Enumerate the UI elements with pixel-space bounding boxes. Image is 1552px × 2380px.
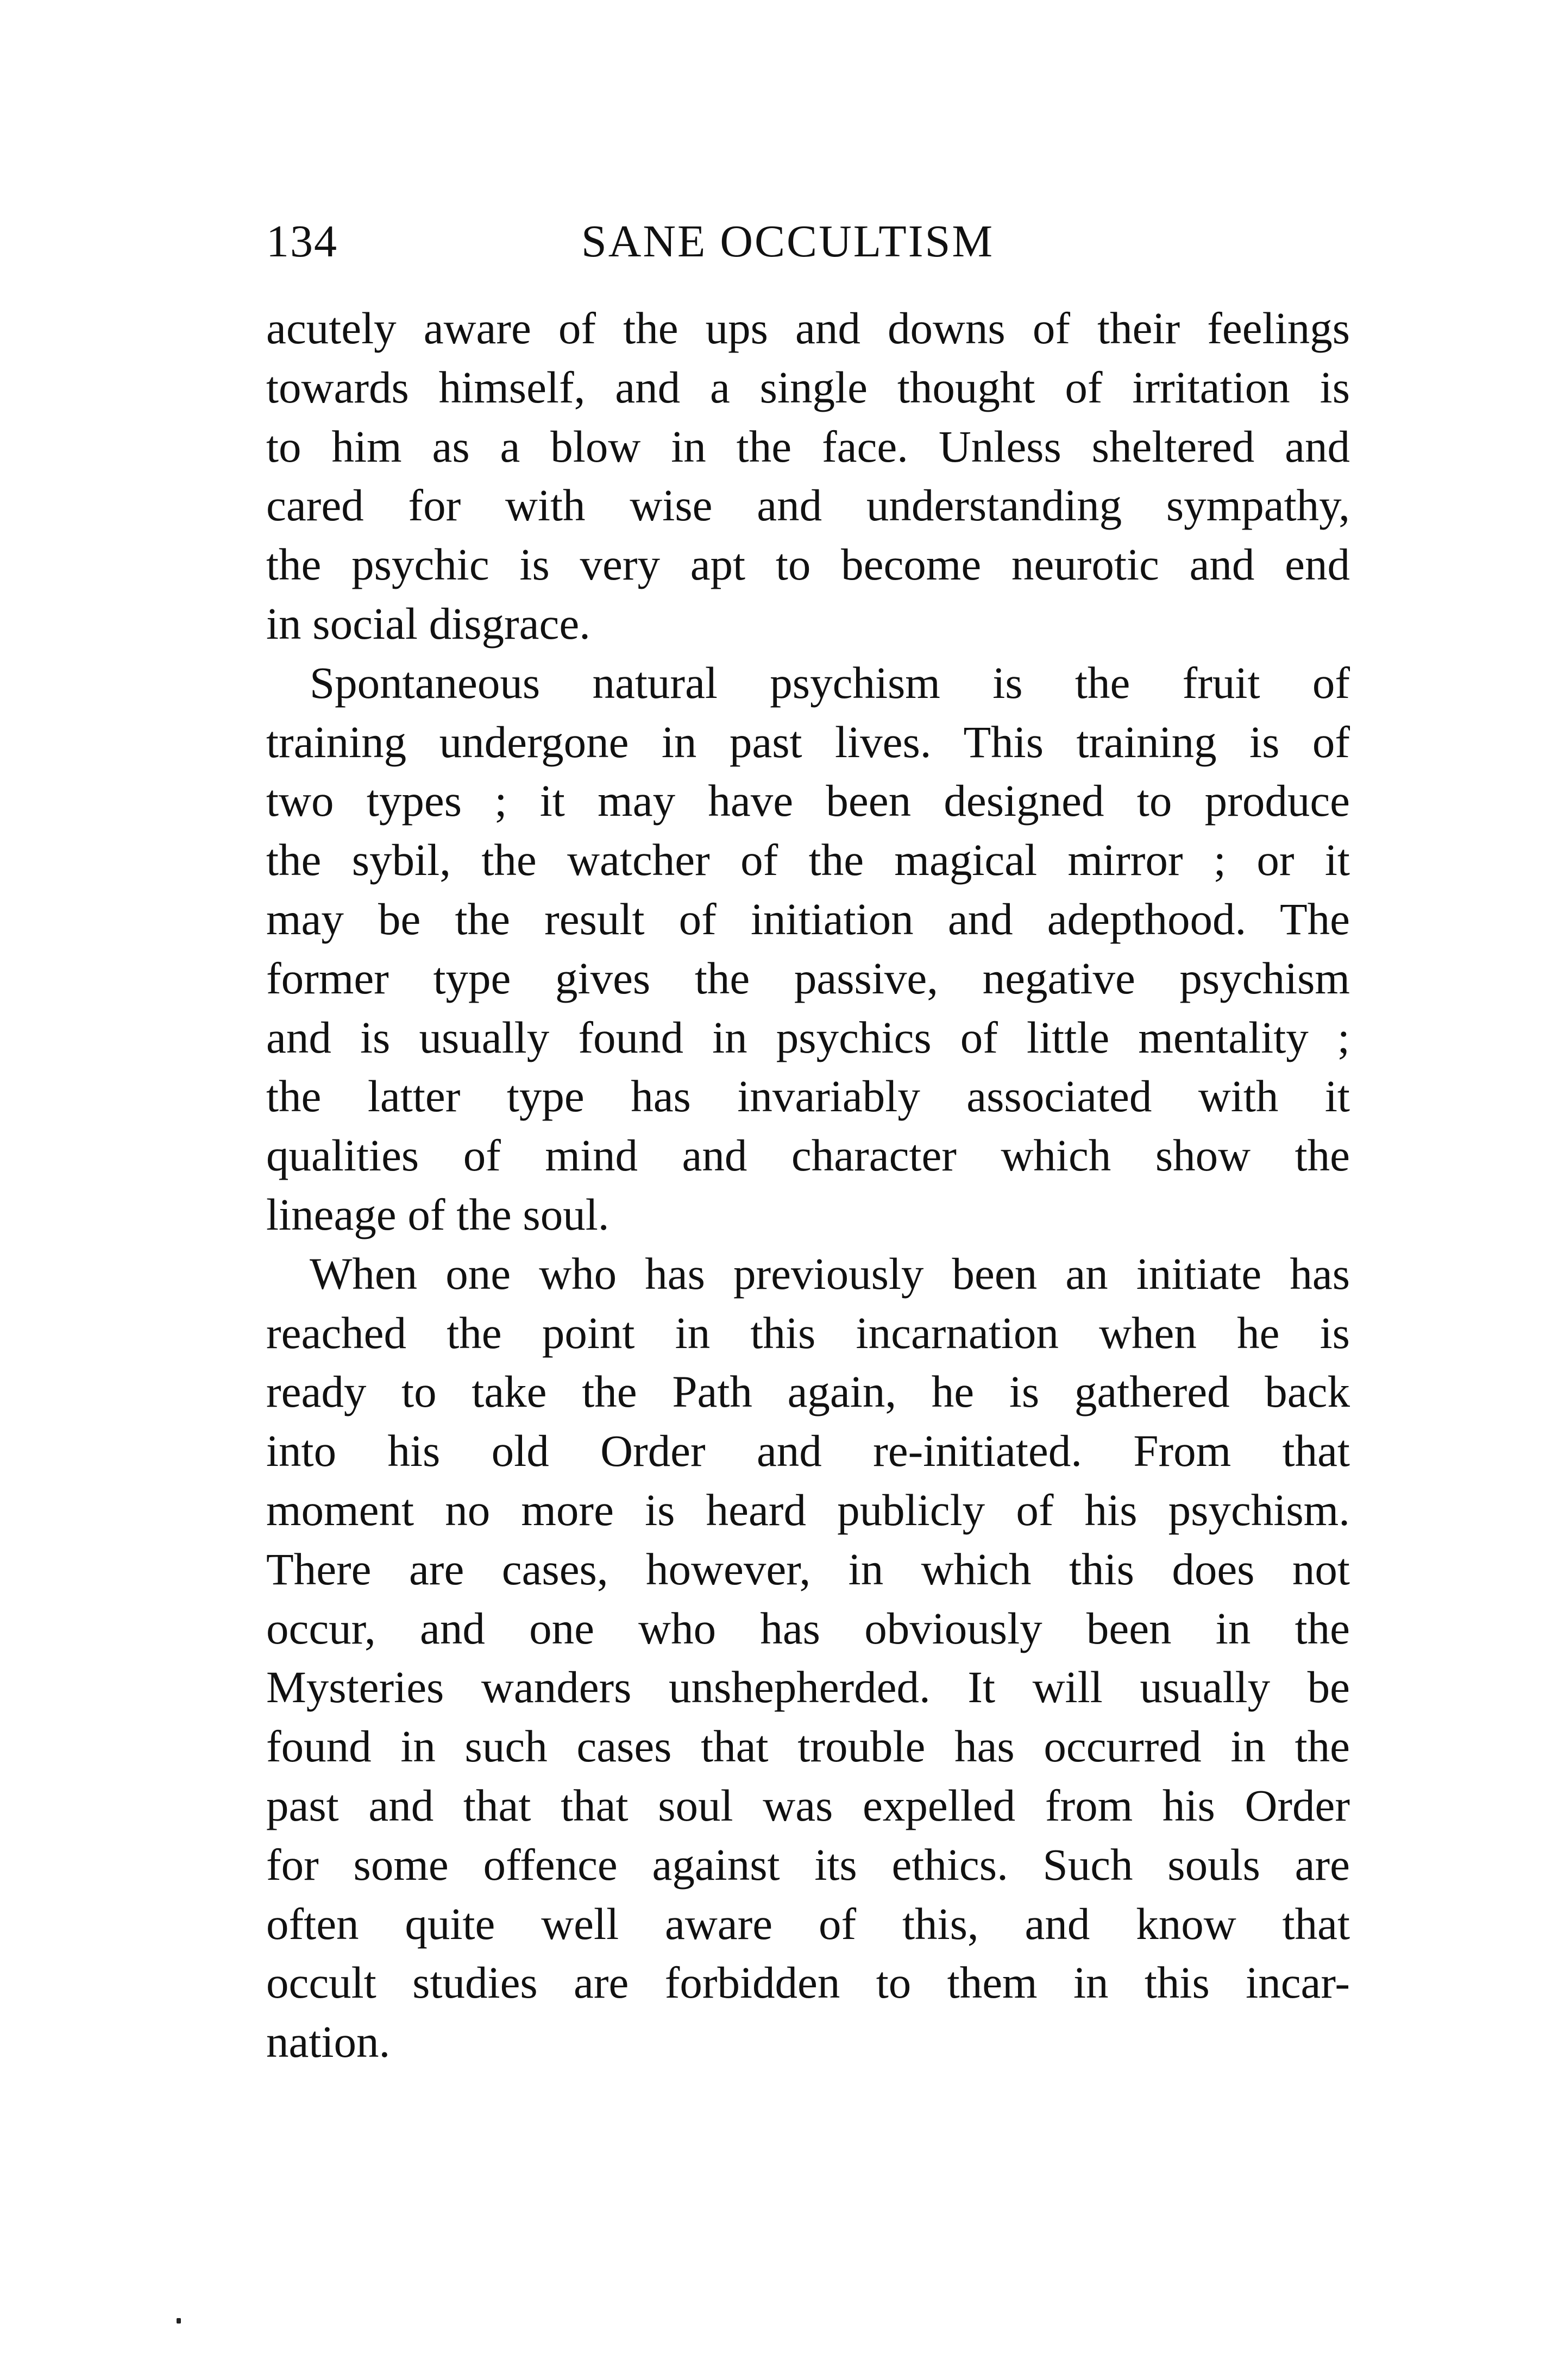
text-line: acutely aware of the ups and downs of their feelings	[266, 303, 1350, 353]
text-line: former type gives the passive, negative psychism	[266, 953, 1350, 1003]
text-line: moment no more is heard publicly of his psychism.	[266, 1484, 1350, 1535]
text-line: When one who has previously been an initiate has	[310, 1248, 1350, 1299]
text-line: in social disgrace.	[266, 598, 590, 648]
text-line: and is usually found in psychics of little mentality ;	[266, 1012, 1350, 1062]
text-line: reached the point in this incarnation when he is	[266, 1307, 1350, 1358]
text-line: the sybil, the watcher of the magical mirror ; or it	[266, 835, 1350, 885]
text-line: towards himself, and a single thought of irritation is	[266, 362, 1350, 412]
text-line: often quite well aware of this, and know that	[266, 1898, 1350, 1949]
body-text	[266, 299, 1350, 2072]
text-line: found in such cases that trouble has occurred in the	[266, 1721, 1350, 1772]
running-title: SANE OCCULTISM	[581, 216, 995, 267]
paragraph-3	[266, 1244, 1350, 2072]
page-number: 134	[266, 216, 338, 267]
running-head	[266, 215, 1350, 274]
text-line: There are cases, however, in which this does not	[266, 1544, 1350, 1594]
text-line: the latter type has invariably associated with it	[266, 1071, 1350, 1122]
text-line: ready to take the Path again, he is gathered back	[266, 1367, 1350, 1417]
text-line: cared for with wise and understanding sympathy,	[266, 480, 1350, 531]
text-line: into his old Order and re-initiated. From that	[266, 1426, 1350, 1476]
text-line: lineage of the soul.	[266, 1189, 610, 1239]
text-line: training undergone in past lives. This training is of	[266, 716, 1350, 767]
paragraph-1	[266, 299, 1350, 653]
text-line: to him as a blow in the face. Unless sheltered and	[266, 421, 1350, 471]
text-line: qualities of mind and character which show the	[266, 1130, 1350, 1181]
text-line: past and that that soul was expelled from his Order	[266, 1780, 1350, 1830]
text-line: may be the result of initiation and adepthood. The	[266, 893, 1350, 944]
text-line: Mysteries wanders unshepherded. It will usually be	[266, 1662, 1350, 1712]
text-line: occult studies are forbidden to them in this incar-	[266, 1957, 1350, 2008]
text-line: the psychic is very apt to become neurotic and end	[266, 539, 1350, 590]
paragraph-2	[266, 653, 1350, 1244]
text-line: occur, and one who has obviously been in the	[266, 1603, 1350, 1653]
text-line: for some offence against its ethics. Such souls are	[266, 1839, 1350, 1890]
text-line: two types ; it may have been designed to produce	[266, 776, 1350, 826]
ink-speck	[177, 2318, 181, 2324]
text-line: Spontaneous natural psychism is the fruit of	[310, 657, 1350, 708]
text-line: nation.	[266, 2017, 391, 2067]
